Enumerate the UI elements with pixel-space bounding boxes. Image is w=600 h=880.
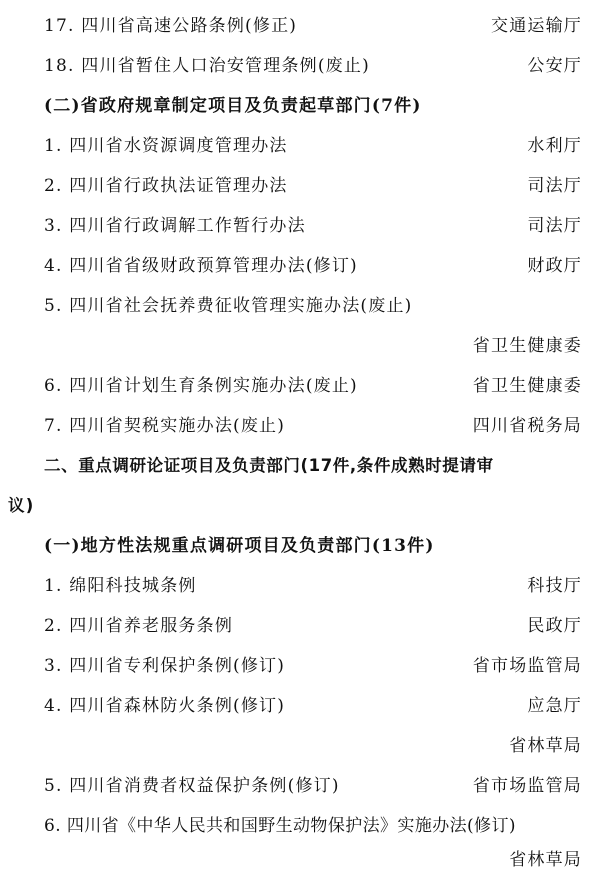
item-department: 财政厅 bbox=[527, 256, 582, 276]
item-title: 3. 四川省行政调解工作暂行办法 bbox=[44, 216, 306, 236]
item-title: 6. 四川省计划生育条例实施办法(废止) bbox=[44, 376, 358, 396]
item-department: 民政厅 bbox=[527, 616, 582, 636]
list-item bbox=[0, 206, 600, 246]
list-item-continuation bbox=[0, 840, 600, 880]
item-department: 司法厅 bbox=[527, 176, 582, 196]
item-department: 公安厅 bbox=[527, 56, 582, 76]
list-item bbox=[0, 166, 600, 206]
item-department: 省卫生健康委 bbox=[472, 376, 582, 396]
list-item bbox=[0, 126, 600, 166]
item-title: 5. 四川省消费者权益保护条例(修订) bbox=[44, 776, 340, 796]
chapter-heading bbox=[0, 446, 600, 486]
item-department: 科技厅 bbox=[527, 576, 582, 596]
item-title: 4. 四川省省级财政预算管理办法(修订) bbox=[44, 256, 358, 276]
item-department: 水利厅 bbox=[527, 136, 582, 156]
item-title: 7. 四川省契税实施办法(废止) bbox=[44, 416, 286, 436]
section-heading bbox=[0, 526, 600, 566]
list-item bbox=[0, 366, 600, 406]
list-item-continuation bbox=[0, 726, 600, 766]
item-department: 省市场监管局 bbox=[472, 776, 582, 796]
list-item bbox=[0, 566, 600, 606]
list-item bbox=[0, 246, 600, 286]
list-item bbox=[0, 46, 600, 86]
item-title: 17. 四川省高速公路条例(修正) bbox=[44, 16, 298, 36]
section-heading bbox=[0, 86, 600, 126]
item-title: 6. 四川省《中华人民共和国野生动物保护法》实施办法(修订) bbox=[44, 816, 516, 836]
list-item bbox=[0, 286, 600, 326]
item-title: 2. 四川省养老服务条例 bbox=[44, 616, 234, 636]
item-title: 3. 四川省专利保护条例(修订) bbox=[44, 656, 286, 676]
chapter-heading-continuation bbox=[0, 486, 600, 526]
list-item bbox=[0, 606, 600, 646]
item-department: 省林草局 bbox=[509, 736, 582, 756]
list-item bbox=[0, 686, 600, 726]
list-item-continuation bbox=[0, 326, 600, 366]
item-department: 交通运输厅 bbox=[491, 16, 582, 36]
list-item bbox=[0, 766, 600, 806]
item-title: 2. 四川省行政执法证管理办法 bbox=[44, 176, 288, 196]
item-department: 应急厅 bbox=[527, 696, 582, 716]
item-title: 4. 四川省森林防火条例(修订) bbox=[44, 696, 286, 716]
item-department: 四川省税务局 bbox=[472, 416, 582, 436]
chapter-heading-text: 议) bbox=[8, 496, 35, 515]
list-item bbox=[0, 406, 600, 446]
item-title: 1. 四川省水资源调度管理办法 bbox=[44, 136, 288, 156]
section-heading-text: (一)地方性法规重点调研项目及负责部门(13件) bbox=[44, 536, 435, 556]
item-department: 省林草局 bbox=[509, 850, 582, 870]
list-item bbox=[0, 6, 600, 46]
chapter-heading-text: 二、重点调研论证项目及负责部门(17件,条件成熟时提请审 bbox=[44, 456, 494, 475]
item-title: 1. 绵阳科技城条例 bbox=[44, 576, 197, 596]
item-department: 司法厅 bbox=[527, 216, 582, 236]
item-department: 省卫生健康委 bbox=[472, 336, 582, 356]
section-heading-text: (二)省政府规章制定项目及负责起草部门(7件) bbox=[44, 96, 422, 116]
item-title: 18. 四川省暂住人口治安管理条例(废止) bbox=[44, 56, 370, 76]
list-item bbox=[0, 646, 600, 686]
item-title: 5. 四川省社会抚养费征收管理实施办法(废止) bbox=[44, 296, 413, 316]
item-department: 省市场监管局 bbox=[472, 656, 582, 676]
